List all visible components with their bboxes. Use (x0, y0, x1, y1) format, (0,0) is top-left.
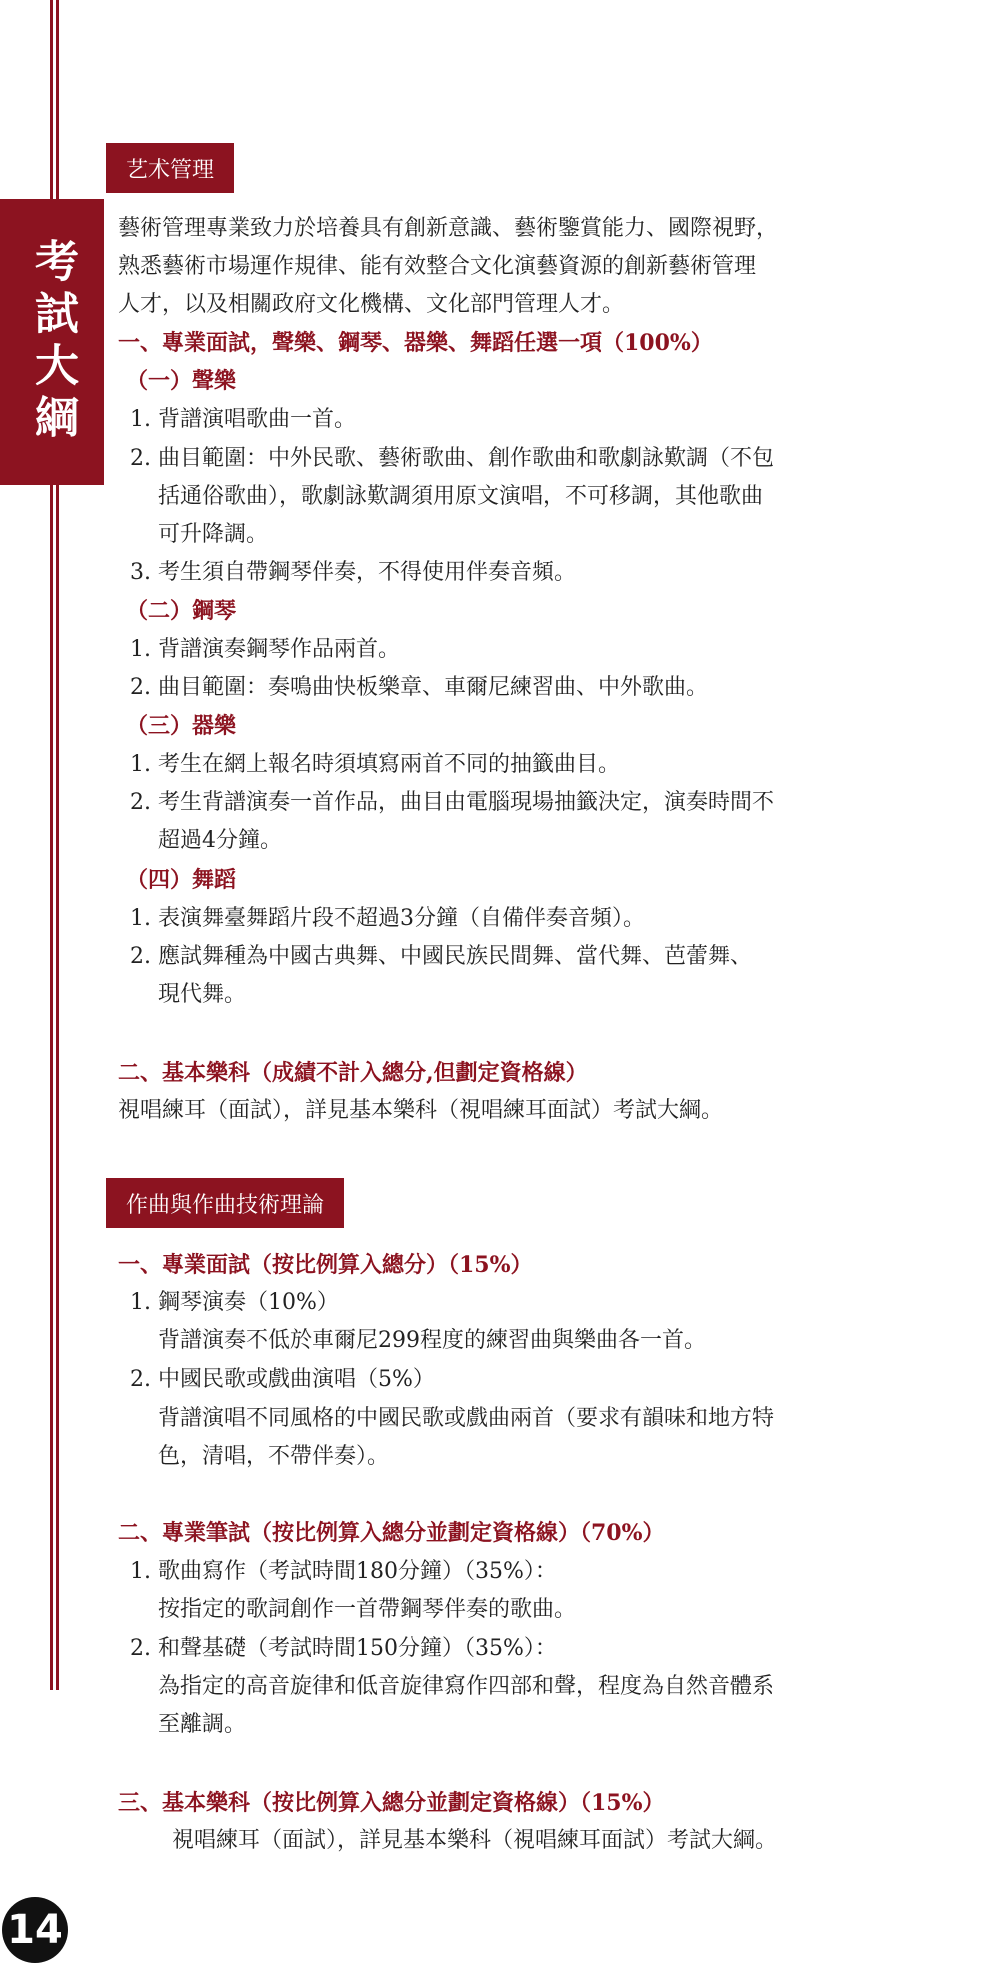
list-item-continued: 現代舞。 (158, 982, 247, 1007)
subheading-vocal: （一）聲樂 (126, 368, 237, 394)
list-item-continued: 為指定的高音旋律和低音旋律寫作四部和聲，程度為自然音體系 (158, 1674, 775, 1699)
body-line: 視唱練耳（面試），詳見基本樂科（視唱練耳面試）考試大綱。 (172, 1828, 778, 1853)
list-item-continued: 背譜演奏不低於車爾尼299程度的練習曲與樂曲各一首。 (158, 1328, 706, 1353)
heading-basic-music: 三、基本樂科（按比例算入總分並劃定資格線）（15%） (118, 1790, 665, 1816)
list-item-continued: 括通俗歌曲），歌劇詠歎調須用原文演唱，不可移調，其他歌曲 (158, 484, 764, 509)
list-item-continued: 背譜演唱不同風格的中國民歌或戲曲兩首（要求有韻味和地方特 (158, 1406, 775, 1431)
section-header-composition: 作曲與作曲技術理論 (106, 1178, 344, 1228)
section-header-arts-management: 艺术管理 (106, 143, 234, 193)
list-item: 2. 和聲基礎（考試時間150分鐘）（35%）： (130, 1636, 557, 1661)
subheading-dance: （四）舞蹈 (126, 867, 237, 893)
intro-line: 人才，以及相關政府文化機構、文化部門管理人才。 (118, 292, 625, 317)
list-item-continued: 至離調。 (158, 1712, 247, 1737)
list-item: 1. 考生在網上報名時須填寫兩首不同的抽籤曲目。 (130, 752, 620, 777)
list-item: 2. 應試舞種為中國古典舞、中國民族民間舞、當代舞、芭蕾舞、 (130, 944, 752, 969)
side-tab (0, 199, 104, 485)
list-item: 2. 曲目範圍：中外民歌、藝術歌曲、創作歌曲和歌劇詠歎調（不包 (130, 446, 774, 471)
heading-basic-music: 二、基本樂科（成績不計入總分,但劃定資格線） (118, 1060, 588, 1086)
list-item: 2. 中國民歌或戲曲演唱（5%） (130, 1367, 435, 1392)
heading-interview: 一、專業面試，聲樂、鋼琴、器樂、舞蹈任選一項（100%） (118, 330, 713, 356)
side-tab-title: 考試大綱 (27, 238, 78, 446)
page-number: 14 (2, 1897, 68, 1963)
list-item-continued: 按指定的歌詞創作一首帶鋼琴伴奏的歌曲。 (158, 1597, 577, 1622)
heading-interview: 一、專業面試（按比例算入總分）（15%） (118, 1252, 533, 1278)
list-item: 2. 考生背譜演奏一首作品，曲目由電腦現場抽籤決定，演奏時間不 (130, 790, 774, 815)
list-item: 3. 考生須自帶鋼琴伴奏，不得使用伴奏音頻。 (130, 560, 576, 585)
body-line: 視唱練耳（面試），詳見基本樂科（視唱練耳面試）考試大綱。 (118, 1098, 724, 1123)
list-item: 1. 背譜演奏鋼琴作品兩首。 (130, 637, 400, 662)
list-item-continued: 色，清唱，不帶伴奏）。 (158, 1444, 390, 1469)
list-item: 1. 歌曲寫作（考試時間180分鐘）（35%）： (130, 1559, 557, 1584)
list-item: 1. 背譜演唱歌曲一首。 (130, 407, 356, 432)
list-item-continued: 可升降調。 (158, 522, 269, 547)
intro-line: 熟悉藝術市場運作規律、能有效整合文化演藝資源的創新藝術管理 (118, 254, 757, 279)
subheading-piano: （二）鋼琴 (126, 598, 237, 624)
heading-written-exam: 二、專業筆試（按比例算入總分並劃定資格線）（70%） (118, 1520, 665, 1546)
list-item-continued: 超過4分鐘。 (158, 828, 282, 853)
list-item: 1. 鋼琴演奏（10%） (130, 1290, 339, 1315)
list-item: 1. 表演舞臺舞蹈片段不超過3分鐘（自備伴奏音頻）。 (130, 906, 645, 931)
intro-line: 藝術管理專業致力於培養具有創新意識、藝術鑒賞能力、國際視野， (118, 216, 779, 241)
subheading-instrument: （三）器樂 (126, 713, 237, 739)
list-item: 2. 曲目範圍：奏鳴曲快板樂章、車爾尼練習曲、中外歌曲。 (130, 675, 708, 700)
